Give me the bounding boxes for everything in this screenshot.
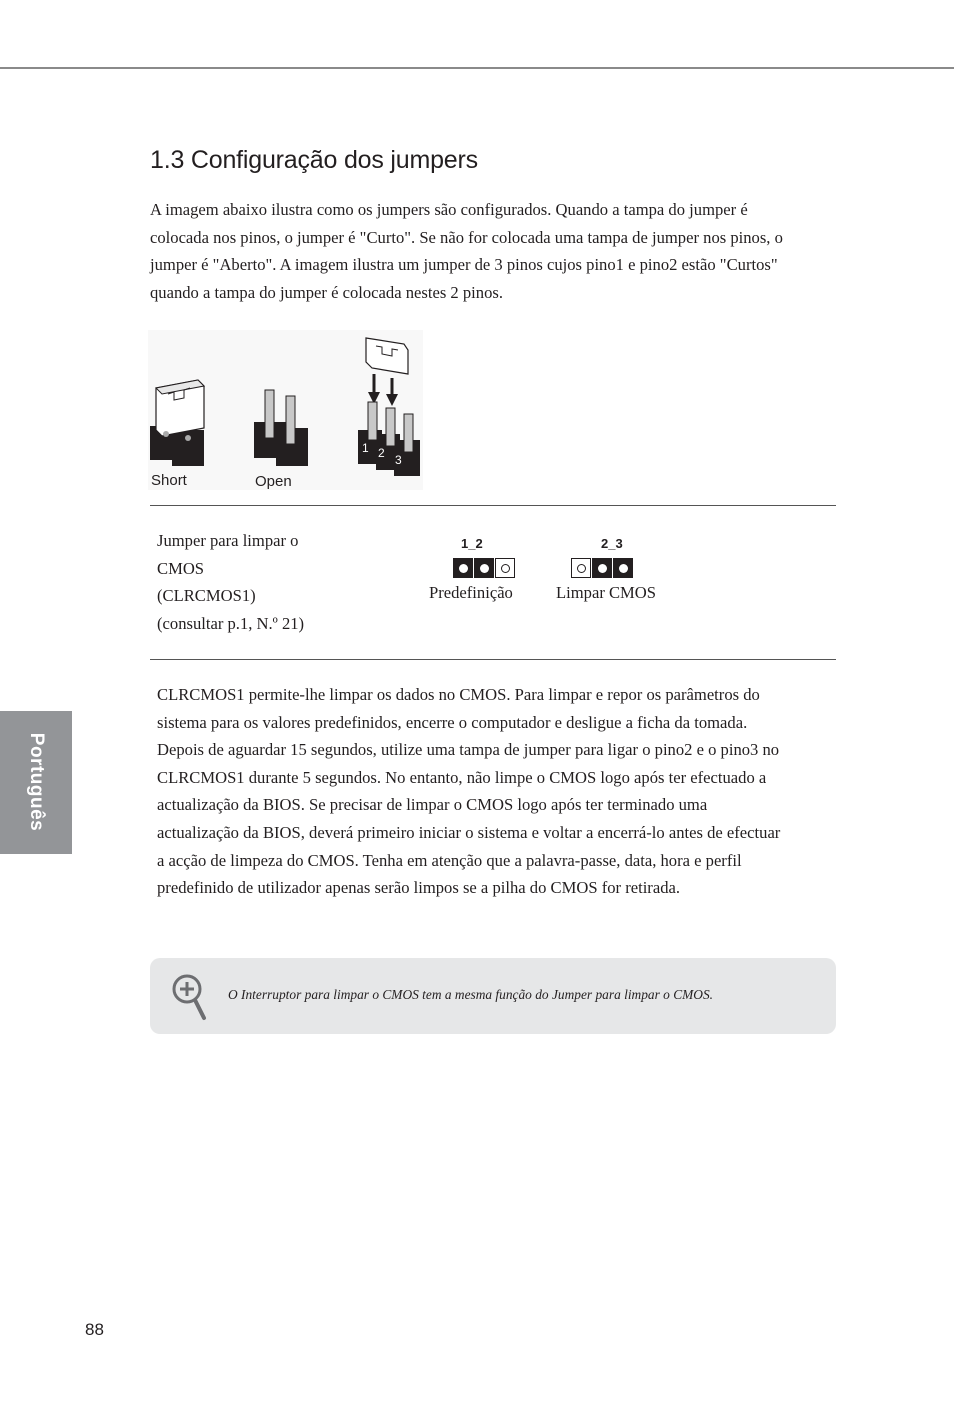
clear-cmos-caption: Limpar CMOS — [556, 583, 657, 602]
short-jumper-graphic — [150, 380, 204, 466]
language-side-tab — [0, 711, 72, 854]
pin-closed — [613, 558, 633, 578]
pin-number-1: 1 — [362, 441, 369, 455]
section-title: 1.3 Configuração dos jumpers — [150, 146, 478, 174]
pin-number-3: 3 — [395, 453, 402, 467]
note-box — [150, 958, 836, 1034]
default-pins-label: 1_2 — [461, 536, 483, 551]
short-label: Short — [151, 472, 187, 489]
pin-open — [571, 558, 591, 578]
table-top-rule — [150, 505, 836, 506]
jumper-name — [157, 527, 397, 637]
jumper-name-line: (consultar p.1, N.º 21) — [157, 613, 305, 633]
table-bottom-rule — [150, 659, 836, 660]
pin-closed — [592, 558, 612, 578]
jumper-name-line: CMOS — [157, 558, 205, 578]
clear-pins-label: 2_3 — [601, 536, 623, 551]
jumper-name-line: Jumper para limpar o — [157, 531, 299, 550]
magnifier-plus-icon — [170, 972, 210, 1027]
default-caption: Predefinição — [429, 583, 513, 602]
default-pin-header — [453, 558, 516, 578]
pin-closed — [453, 558, 473, 578]
pin-closed — [474, 558, 494, 578]
language-side-tab-label: Português — [26, 732, 47, 832]
pin-number-2: 2 — [378, 446, 385, 460]
jumper-name-line: (CLRCMOS1) — [157, 586, 256, 606]
pin-open — [495, 558, 515, 578]
page-number: 88 — [85, 1320, 104, 1339]
open-label: Open — [255, 473, 292, 490]
clear-pin-header — [571, 558, 634, 578]
intro-paragraph: A imagem abaixo ilustra como os jumpers são configurados. Quando a tampa do jumper é colocada nos pinos, o jumper é "Curto". Se não for colocada uma tampa de jumper nos pinos, o jumper é "Aberto". A imagem ilustra um jumper de 3 pinos cujos pino1 e pino2 estão "Curtos" quando a tampa do jumper é colocada nestes 2 pinos. — [150, 200, 783, 302]
jumper-illustration — [148, 330, 428, 505]
header-rule — [0, 67, 954, 69]
body-paragraph: CLRCMOS1 permite-lhe limpar os dados no CMOS. Para limpar e repor os parâmetros do sistema para os valores predefinidos, encerre o computador e desligue a ficha da tomada. Depois de aguardar 15 segundos, utilize uma tampa de jumper para ligar o pino2 e o pino3 no CLRCMOS1 durante 5 segundos. No entanto, não limpe o CMOS logo após ter efectuado a actualização da BIOS. Se precisar de limpar o CMOS logo após ter terminado uma actualização da BIOS, deverá primeiro iniciar o sistema e voltar a encerrá-lo antes de efectuar a acção de limpeza do CMOS. Tenha em atenção que a palavra-passe, data, hora e perfil predefinido de utilizador apenas serão limpos se a pilha do CMOS for retirada. — [157, 685, 781, 898]
note-text: O Interruptor para limpar o CMOS tem a mesma função do Jumper para limpar o CMOS. — [228, 987, 714, 1002]
